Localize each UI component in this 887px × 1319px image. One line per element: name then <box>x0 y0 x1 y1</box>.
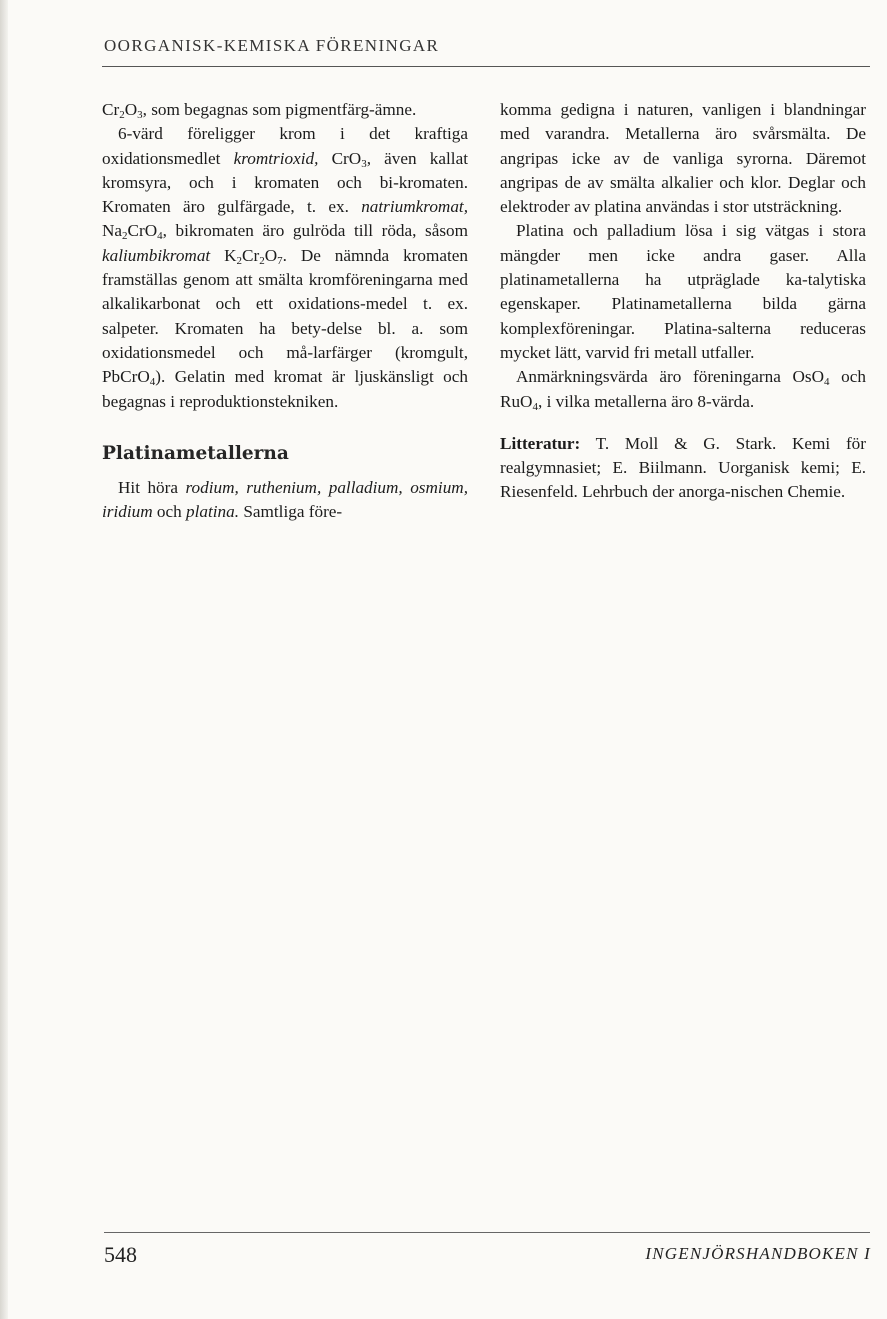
paragraph-platinum-intro: Hit höra rodium, ruthenium, palladium, osmium, iridium och platina. Samtliga före- <box>102 478 468 522</box>
running-head: OORGANISK-KEMISKA FÖRENINGAR <box>104 36 440 55</box>
paragraph-compounds: Anmärkningsvärda äro föreningarna OsO$_4$ och RuO$_4$, i vilka metallerna äro 8-värda. <box>500 367 866 413</box>
right-column <box>500 98 866 505</box>
header-rule <box>102 66 870 67</box>
page-edge-shadow <box>0 0 8 1319</box>
section-heading-platinum-metals: Platinametallerna <box>102 442 289 464</box>
paragraph-hydrogen: Platina och palladium lösa i sig vätgas i stora mängder men icke andra gaser. Alla platinametallerna ha utpräglade ka-talytiska egenskaper. Platinametallerna bilda gärna komplexföreningar. Platina-salterna reduceras mycket lätt, varvid fri metall utfaller. <box>500 221 866 362</box>
literature-references <box>500 432 866 505</box>
left-column <box>102 98 468 525</box>
page-number: 548 <box>104 1242 137 1267</box>
paragraph-cr2o3: $Cr_2O_3$, som begagnas som pigmentfärg-ämne. <box>102 100 417 121</box>
footer-book-title: INGENJÖRSHANDBOKEN I <box>645 1244 871 1263</box>
literature-label: Litteratur: <box>500 433 581 453</box>
footer-rule <box>104 1232 870 1233</box>
literature-text: T. Moll & G. Stark. Kemi för realgymnasiet; E. Biilmann. Uorganisk kemi; E. Riesenfeld. Lehrbuch der anorga-nischen Chemie. <box>500 433 866 502</box>
paragraph-chromates: 6-värd föreligger krom i det kraftiga oxidationsmedlet kromtrioxid, CrO$_3$, även kallat kromsyra, och i kromaten och bi-kromaten. Kromaten äro gulfärgade, t. ex. natriumkromat, $Na_2CrO_4$, bikromaten äro gulröda till röda, såsom kaliumbikromat $K_2Cr_2O_7$. De nämnda kromaten framställas genom att smälta kromföreningarna med alkalikarbonat och ett oxidations-medel t. ex. salpeter. Kromaten ha bety-delse bl. a. som oxidationsmedel och må-larfärger (kromgult, PbCrO$_4$). Gelatin med kromat är ljuskänsligt och begagnas i reproduktionstekniken. <box>102 124 468 411</box>
paragraph-occurrence: komma gedigna i naturen, vanligen i blandningar med varandra. Metallerna äro svårsmälta. De angripas icke av de vanliga syrorna. Däremot angripas de av smälta alkalier och klor. Deglar och elektroder av platina användas i stor utsträckning. <box>500 100 866 217</box>
